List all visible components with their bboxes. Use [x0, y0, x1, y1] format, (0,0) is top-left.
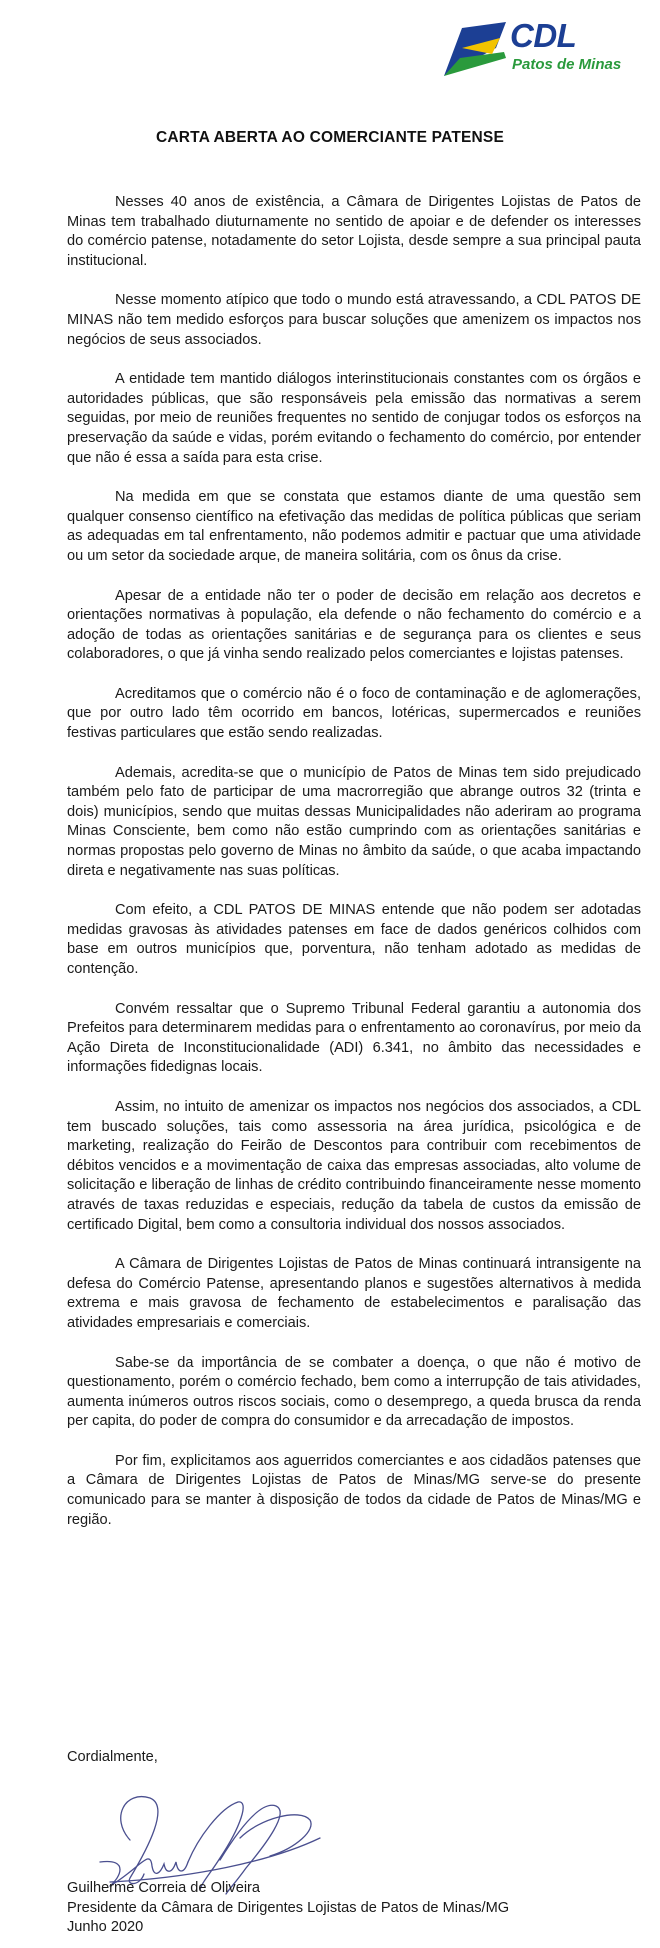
paragraph: Com efeito, a CDL PATOS DE MINAS entende que não podem ser adotadas medidas gravosas às atividades patenses em face de dados genéricos colhidos com base em outros municípios que, porventura, não tenham adotado as medidas de contenção. [67, 902, 641, 977]
signature-block [67, 1879, 509, 1938]
cdl-logo [440, 18, 640, 78]
paragraph: Por fim, explicitamos aos aguerridos comerciantes e aos cidadãos patenses que a Câmara de Dirigentes Lojistas de Patos de Minas/MG serve-se do presente comunicado para se manter à disposição de todos da cidade de Patos de Minas/MG e região. [67, 1452, 641, 1528]
logo-brand: CDL [510, 17, 577, 54]
paragraph: Apesar de a entidade não ter o poder de decisão em relação aos decretos e orientações normativas à população, ela defende o não fechamento do comércio e a adoção de todas as orientações sanitárias e de segurança para os clientes e seus colaboradores, o que já vinha sendo realizado pelos comerciantes e lojistas patenses. [67, 587, 641, 663]
letter-date: Junho 2020 [67, 1919, 144, 1936]
paragraph: A Câmara de Dirigentes Lojistas de Patos de Minas continuará intransigente na defesa do Comércio Patense, apresentando planos e sugestões alternativos à medida extrema e mais gravosa de fechamento de estabelecimentos e paralisação das atividades empresariais e comerciais. [67, 1256, 641, 1331]
paragraph: Assim, no intuito de amenizar os impactos nos negócios dos associados, a CDL tem buscado soluções, tais como assessoria na área jurídica, psicológica e de marketing, realização do Feirão de Descontos para contribuir com recebimentos de débitos vencidos e a movimentação de caixa das empresas associadas, alto volume de solicitação e liberação de linhas de crédito contribuindo financeiramente nesse momento através de taxas reduzidas e especiais, redução da tabela de custos da emissão de certificado Digital, bem como a consultoria individual dos nossos associados. [67, 1098, 641, 1233]
paragraph: Ademais, acredita-se que o município de Patos de Minas tem sido prejudicado também pelo fato de participar de uma macrorregião que abrange outros 32 (trinta e dois) municípios, sendo que muitas dessas Municipalidades não aderiram ao programa Minas Consciente, bem como não estão cumprindo com as orientações sanitárias e normas propostas pelo governo de Minas no âmbito da saúde, o que acaba impactando direta e negativamente nas suas políticas. [67, 764, 641, 879]
paragraph: Acreditamos que o comércio não é o foco de contaminação e de aglomerações, que por outro lado têm ocorrido em bancos, lotéricas, supermercados e reuniões festivas particulares que estão sendo realizadas. [67, 685, 641, 742]
letter-title: CARTA ABERTA AO COMERCIANTE PATENSE [156, 129, 504, 146]
paragraph: Nesses 40 anos de existência, a Câmara de Dirigentes Lojistas de Patos de Minas tem trabalhado diuturnamente no sentido de apoiar e de defender os interesses do comércio patense, notadamente do setor Lojista, desde sempre a sua principal pauta institucional. [67, 194, 641, 269]
paragraph: Nesse momento atípico que todo o mundo está atravessando, a CDL PATOS DE MINAS não tem medido esforços para buscar soluções que amenizem os impactos nos negócios de seus associados. [67, 292, 641, 348]
logo-city: Patos de Minas [512, 56, 622, 73]
paragraph: Sabe-se da importância de se combater a doença, o que não é motivo de questionamento, porém o comércio fechado, bem como a interrupção de tais atividades, aumenta inúmeros outros riscos sociais, como o desemprego, a queda brusca da renda per capita, do poder de compra do consumidor e da arrecadação de impostos. [67, 1354, 641, 1430]
paragraph: Convém ressaltar que o Supremo Tribunal Federal garantiu a autonomia dos Prefeitos para determinarem medidas para o enfrentamento ao coronavírus, por meio da Ação Direta de Inconstitucionalidade (ADI) 6.341, no âmbito das necessidades e informações fidedignas locais. [67, 1000, 641, 1076]
signatory-role: Presidente da Câmara de Dirigentes Lojistas de Patos de Minas/MG [67, 1899, 510, 1916]
letter-body [67, 193, 641, 1530]
cdl-swoosh-icon [440, 18, 510, 78]
signatory-name: Guilherme Correia de Oliveira [67, 1880, 261, 1896]
closing-salutation: Cordialmente, [67, 1749, 158, 1765]
paragraph: A entidade tem mantido diálogos interinstitucionais constantes com os órgãos e autoridades públicas, que são responsáveis pela emissão das normativas a serem seguidas, por meio de reuniões frequentes no sentido de conjugar todos os esforços na preservação da saúde e vidas, porém evitando o fechamento do comércio, por entender que não é essa a saída para esta crise. [67, 371, 641, 466]
paragraph: Na medida em que se constata que estamos diante de uma questão sem qualquer consenso científico na efetivação das medidas de política públicas que seriam as adequadas em tal enfrentamento, não podemos admitir e pactuar que uma atividade ou um setor da sociedade arque, de maneira solitária, com os ônus da crise. [67, 489, 641, 564]
